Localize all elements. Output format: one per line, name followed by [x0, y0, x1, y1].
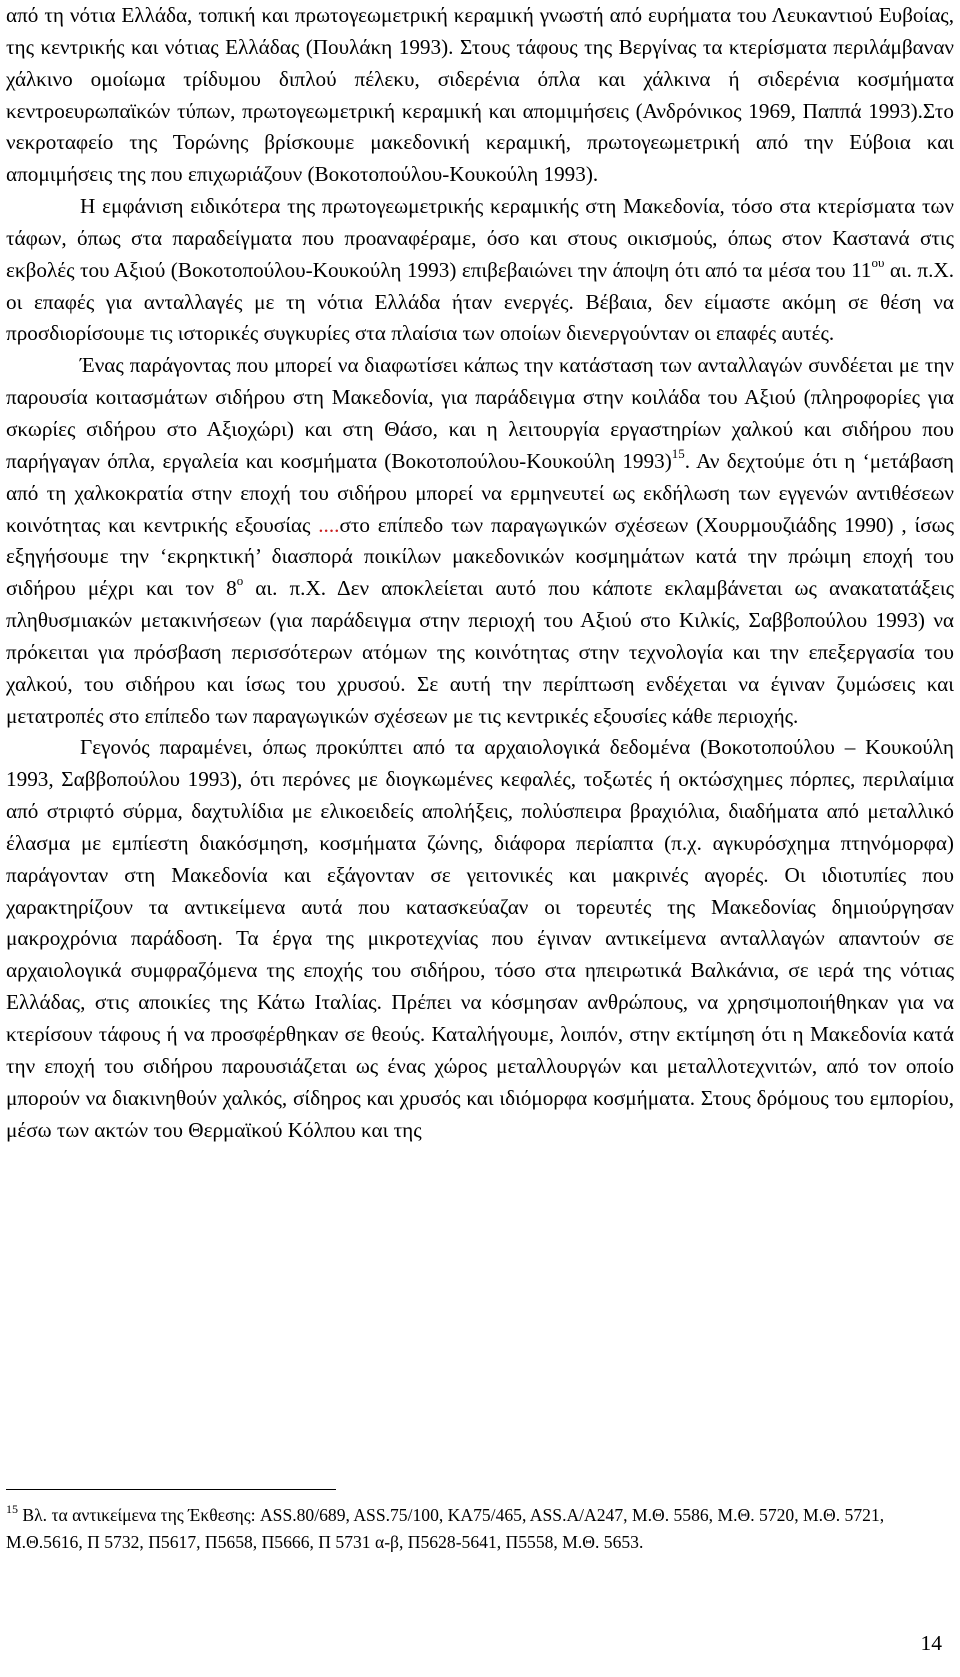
paragraph-text: στο επίπεδο των παραγωγικών σχέσεων (Χουρμουζιάδης 1990) , ίσως εξηγήσουμε την ‘εκρηκτική’ διασπορά ποικίλων μακεδονικών κοσμημάτων κατά την πρώιμη εποχή του σιδήρου μέχρι και τον 8 [6, 512, 954, 601]
paragraph-text: Ένας παράγοντας που μπορεί να διαφωτίσει κάπως την κατάσταση των ανταλλαγών συνδέεται με την παρουσία κοιτασμάτων σιδήρου στη Μακεδονία, για παράδειγμα στην κοιλάδα του Αξιού (πληροφορίες για σκωρίες σιδήρου στο Αξιοχώρι) και στη Θάσο, και η λειτουργία εργαστηρίων χαλκού και σιδήρου που παρήγαγαν όπλα, εργαλεία και κοσμήματα (Βοκοτοπούλου-Κουκούλη 1993) [6, 353, 954, 473]
paragraph-1 [6, 0, 954, 191]
ordinal-superscript: ο [236, 573, 244, 589]
paragraph-text: . Αν δεχτούμε ότι η ‘μετάβαση από τη χαλκοκρατία στην εποχή του σιδήρου μπορεί να ερμηνευτεί ως εκδήλωση των εγγενών αντιθέσεων κοινότητας και κεντρικής εξουσίας [6, 448, 954, 537]
body-text [6, 0, 954, 1146]
footnote-reference[interactable]: 15 [671, 445, 685, 461]
paragraph-text: Γεγονός παραμένει, όπως προκύπτει από τα αρχαιολογικά δεδομένα (Βοκοτοπούλου – Κουκούλη 1993, Σαββοπούλου 1993), ότι περόνες με διογκωμένες κεφαλές, τοξωτές ή οκτώσχημες πόρπες, περιλαίμια από στριφτό σύρμα, δαχτυλίδια με ελικοειδείς απολήξεις, πολύσπειρα βραχιόλια, διαδήματα από μεταλλικό έλασμα με εμπίεστη διακόσμηση, κοσμήματα ζώνης, διάφορα περίαπτα (π.χ. αγκυρόσχημα πτηνόμορφα) παράγονταν στη Μακεδονία και εξάγονταν σε γειτονικές και μακρινές αγορές. Οι ιδιοτυπίες που χαρακτηρίζουν τα αντικείμενα αυτά που κατασκεύαζαν οι τορευτές της Μακεδονίας δημιούργησαν μακροχρόνια παράδοση. Τα έργα της μικροτεχνίας που έγιναν αντικείμενα ανταλλαγών απαντούν σε αρχαιολογικά συμφραζόμενα της εποχής του σιδήρου, τόσο στα ηπειρωτικά Βαλκάνια, σε ιερά της νότιας Ελλάδας, στις αποικίες της Κάτω Ιταλίας. Πρέπει να κόσμησαν ανθρώπους, να χρησιμοποιήθηκαν για να κτερίσουν τάφους ή να προσφέρθηκαν σε θεούς. Καταλήγουμε, λοιπόν, στην εκτίμηση ότι η Μακεδονία κατά την εποχή του σιδήρου παρουσιάζεται ως ένας χώρος μεταλλουργών και μεταλλοτεχνιτών, από τον οποίο μπορούν να διακινηθούν χαλκός, σίδηρος και χρυσός και ιδιόμορφα κοσμήματα. Στους δρόμους του εμπορίου, μέσω των ακτών του Θερμαϊκού Κόλπου και της [6, 735, 954, 1142]
paragraph-4 [6, 732, 954, 1146]
footnote-marker: 15 [6, 1502, 18, 1517]
page-number: 14 [920, 1631, 942, 1655]
footnote-separator [6, 1489, 336, 1490]
paragraph-2 [6, 191, 954, 350]
ellipsis-mark: .... [318, 512, 340, 537]
paragraph-text: Η εμφάνιση ειδικότερα της πρωτογεωμετρικής κεραμικής στη Μακεδονία, τόσο στα κτερίσματα των τάφων, όπως στα παραδείγματα που προαναφέραμε, όσο και στους οικισμούς, όπως στον Καστανά στις εκβολές του Αξιού (Βοκοτοπούλου-Κουκούλη 1993) επιβεβαιώνει την άποψη ότι από τα μέσα του 11 [6, 194, 954, 282]
paragraph-text: αι. π.Χ. οι επαφές για ανταλλαγές με τη νότια Ελλάδα ήταν ενεργές. Βέβαια, δεν είμαστε ακόμη σε θέση να προσδιορίσουμε τις ιστορικές συγκυρίες στα πλαίσια των οποίων διενεργούνταν οι επαφές αυτές. [6, 257, 954, 346]
footnote-text: Βλ. τα αντικείμενα της Έκθεσης: ASS.80/689, ASS.75/100, KA75/465, ASS.A/A247, Μ.Θ. 5586, Μ.Θ. 5720, Μ.Θ. 5721, Μ.Θ.5616, Π 5732, Π5617, Π5658, Π5666, Π 5731 α-β, Π5628-5641, Π5558, Μ.Θ. 5653. [6, 1505, 885, 1552]
paragraph-text: αι. π.Χ. Δεν αποκλείεται αυτό που κάποτε εκλαμβάνεται ως ανακατατάξεις πληθυσμιακών μετακινήσεων (για παράδειγμα στην περιοχή του Αξιού στο Κιλκίς, Σαββοπούλου 1993) να πρόκειται για πρόσβαση περισσότερων ατόμων της κοινότητας στην τεχνολογία και την επεξεργασία του χαλκού, του σιδήρου και ίσως του χρυσού. Σε αυτή την περίπτωση ενδέχεται να έγιναν ζυμώσεις και μετατροπές στο επίπεδο των παραγωγικών σχέσεων με τις κεντρικές εξουσίες κάθε περιοχής. [6, 576, 954, 728]
paragraph-text: από τη νότια Ελλάδα, τοπική και πρωτογεωμετρική κεραμική γνωστή από ευρήματα του Λευκαντιού Ευβοίας, της κεντρικής και νότιας Ελλάδας (Πουλάκη 1993). Στους τάφους της Βεργίνας τα κτερίσματα περιλάμβαναν χάλκινο ομοίωμα τρίδυμου διπλού πέλεκυ, σιδερένια όπλα και χάλκινα ή σιδερένια κοσμήματα κεντροευρωπαϊκών τύπων, πρωτογεωμετρική κεραμική και απομιμήσεις (Ανδρόνικος 1969, Παππά 1993).Στο νεκροταφείο της Τορώνης βρίσκουμε μακεδονική κεραμική, πρωτογεωμετρική από την Εύβοια και απομιμήσεις της που επιχωριάζουν (Βοκοτοπούλου-Κουκούλη 1993). [6, 3, 954, 187]
footnote [6, 1502, 954, 1556]
paragraph-3 [6, 350, 954, 732]
ordinal-superscript: ου [871, 254, 885, 270]
